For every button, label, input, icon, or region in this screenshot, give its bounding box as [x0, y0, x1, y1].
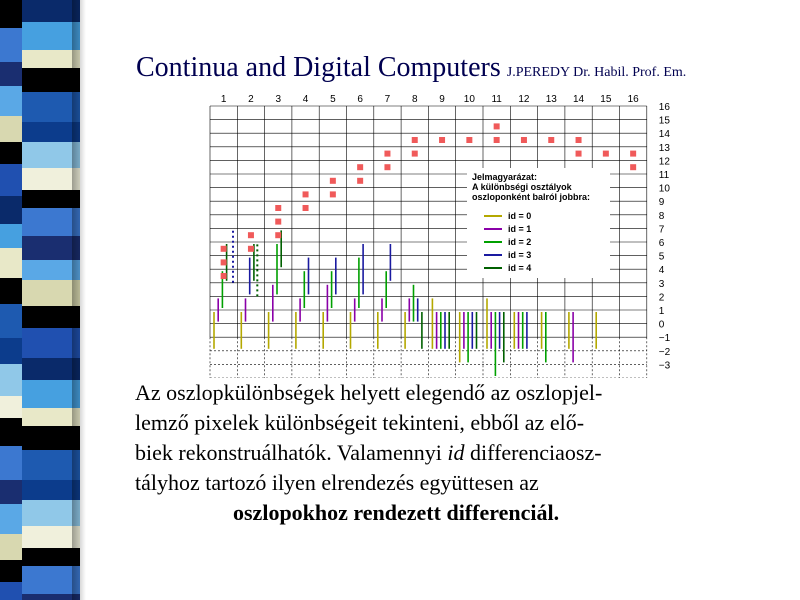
- pixel-marker: [248, 232, 254, 238]
- pixel-marker: [630, 151, 636, 157]
- row-label: −3: [658, 360, 671, 372]
- row-label: 8: [658, 210, 665, 222]
- pixel-marker: [330, 178, 336, 184]
- pixel-marker: [357, 178, 363, 184]
- pixel-marker: [521, 137, 527, 143]
- stripe-segment: [0, 278, 22, 304]
- column-label: 16: [627, 94, 639, 105]
- column-label: 13: [545, 94, 557, 105]
- stripe-segment: [0, 62, 22, 86]
- stripe-segment: [0, 534, 22, 560]
- column-label: 12: [518, 94, 530, 105]
- pixel-marker: [248, 246, 254, 252]
- stripe-segment: [0, 304, 22, 338]
- stripe-segment: [0, 504, 22, 534]
- stripe-segment: [0, 582, 22, 600]
- column-label: 6: [357, 94, 363, 105]
- body-line-3-id: id: [447, 440, 465, 465]
- pixel-marker: [303, 191, 309, 197]
- column-label: 5: [330, 94, 336, 105]
- body-line-1: Az oszlopkülönbségek helyett elegendő az oszlopjel-: [135, 380, 603, 405]
- pixel-marker: [275, 232, 281, 238]
- pixel-marker: [466, 137, 472, 143]
- pixel-marker: [275, 205, 281, 211]
- pixel-marker: [494, 123, 500, 129]
- pixel-marker: [221, 246, 227, 252]
- row-labels: [659, 102, 671, 371]
- column-labels: [221, 94, 639, 105]
- legend-label: id = 0: [508, 211, 532, 221]
- column-label: 15: [600, 94, 612, 105]
- column-label: 4: [302, 94, 309, 105]
- body-text: [135, 378, 715, 528]
- pixel-marker: [221, 273, 227, 279]
- pixel-marker: [412, 151, 418, 157]
- legend-title-2: A különbségi osztályok: [472, 182, 572, 192]
- stripe-segment: [0, 0, 22, 28]
- stripe-segment: [0, 446, 22, 480]
- pixel-marker: [330, 191, 336, 197]
- stripe-segment: [0, 396, 22, 418]
- row-label: −2: [658, 346, 671, 358]
- row-label: 2: [658, 292, 665, 304]
- pixel-marker: [221, 259, 227, 265]
- body-line-3-start: biek rekonstruálhatók. Valamennyi: [135, 440, 448, 465]
- row-label: 5: [658, 251, 665, 263]
- legend-label: id = 1: [508, 224, 532, 234]
- stripe-segment: [0, 418, 22, 446]
- row-label: 4: [658, 265, 665, 277]
- row-label: 3: [658, 278, 665, 290]
- row-label: 13: [658, 142, 670, 154]
- slide-title: [136, 52, 686, 84]
- row-label: −1: [658, 333, 671, 345]
- column-label: 8: [411, 94, 418, 105]
- pixel-marker: [576, 151, 582, 157]
- pixel-marker: [576, 137, 582, 143]
- column-label: 1: [220, 94, 227, 105]
- pixel-marker: [384, 151, 390, 157]
- stripe-segment: [0, 142, 22, 164]
- pixel-marker: [357, 164, 363, 170]
- column-label: 2: [248, 94, 254, 105]
- stripe-segment: [0, 116, 22, 142]
- stripe-segment: [0, 364, 22, 396]
- pixel-marker: [303, 205, 309, 211]
- column-label: 9: [439, 94, 445, 105]
- title-author: J.PEREDY Dr. Habil. Prof. Em.: [506, 65, 687, 80]
- title-main: Continua and Digital Computers: [136, 52, 501, 83]
- stripe-segment: [0, 248, 22, 278]
- pixel-marker: [275, 219, 281, 225]
- row-label: 7: [658, 224, 665, 236]
- row-label: 12: [658, 156, 670, 168]
- pixel-marker: [494, 137, 500, 143]
- pixel-marker: [630, 164, 636, 170]
- stripe-segment: [0, 338, 22, 364]
- row-label: 14: [658, 129, 670, 141]
- stripe-shadow: [72, 0, 86, 600]
- legend-title-1: Jelmagyarázat:: [472, 172, 538, 182]
- column-label: 14: [572, 94, 585, 105]
- stripe-segment: [0, 196, 22, 224]
- row-label: 6: [658, 238, 665, 249]
- legend-title-3: oszloponként balról jobbra:: [472, 192, 591, 202]
- body-line-3-end: differenciaosz-: [464, 440, 602, 465]
- stripe-segment: [0, 86, 22, 116]
- stripe-segment: [0, 480, 22, 504]
- stripe-segment: [0, 224, 22, 248]
- stripe-segment: [0, 560, 22, 582]
- row-label: 10: [658, 183, 670, 195]
- row-label: 11: [658, 170, 670, 181]
- stripe-segment: [0, 164, 22, 196]
- legend-label: id = 3: [508, 250, 532, 260]
- row-label: 9: [658, 197, 665, 209]
- decorative-stripe: [0, 0, 80, 600]
- pixel-marker: [384, 164, 390, 170]
- body-line-5: oszlopokhoz rendezett differenciál.: [233, 500, 560, 525]
- pixel-marker: [439, 137, 445, 143]
- legend-label: id = 4: [508, 263, 532, 273]
- row-label: 15: [658, 115, 670, 127]
- row-label: 16: [658, 102, 670, 113]
- legend: [467, 168, 610, 278]
- difference-diagram: [200, 88, 680, 378]
- row-label: 0: [658, 319, 665, 331]
- pixel-marker: [603, 151, 609, 157]
- pixel-marker: [548, 137, 554, 143]
- legend-label: id = 2: [508, 237, 532, 247]
- body-line-2: lemző pixelek különbségeit tekinteni, ebből az elő-: [135, 410, 585, 435]
- column-label: 10: [463, 94, 475, 105]
- column-label: 11: [491, 94, 502, 105]
- column-label: 3: [275, 94, 282, 105]
- stripe-segment: [0, 28, 22, 62]
- column-label: 7: [384, 94, 391, 105]
- pixel-marker: [412, 137, 418, 143]
- row-label: 1: [658, 306, 665, 317]
- body-line-4: tályhoz tartozó ilyen elrendezés együttesen az: [135, 470, 539, 495]
- body-line-3: [135, 438, 715, 468]
